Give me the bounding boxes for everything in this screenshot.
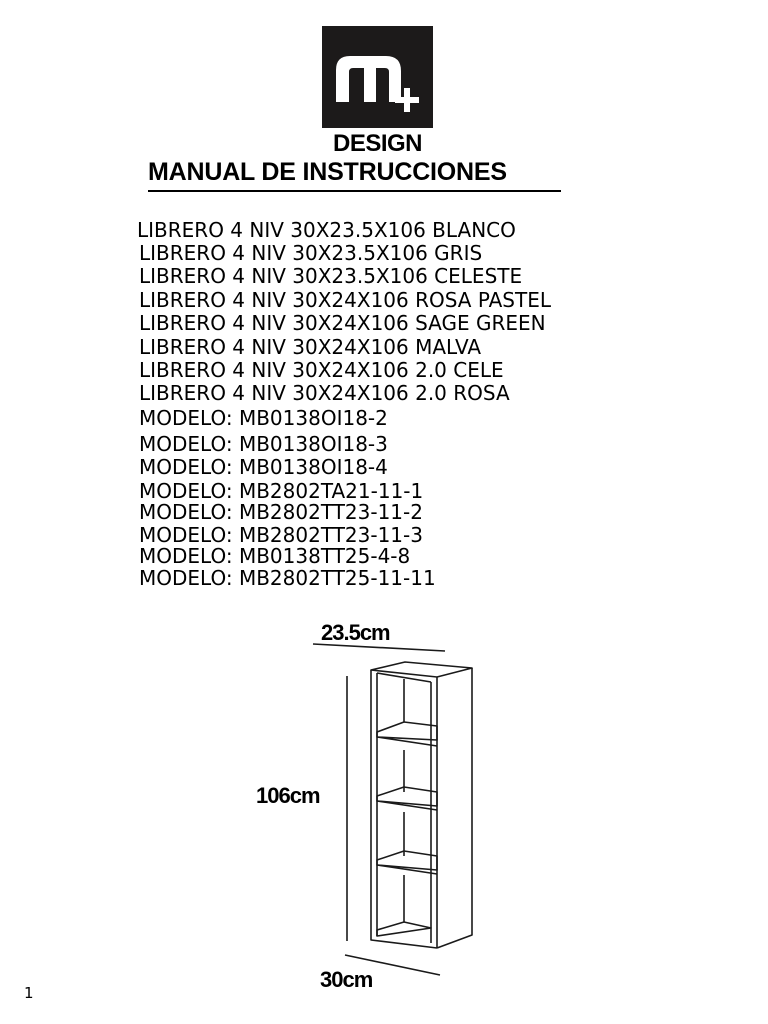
product-line: LIBRERO 4 NIV 30X24X106 MALVA [139,335,482,359]
model-line: MODELO: MB2802TT25-11-11 [139,566,436,590]
model-line: MODELO: MB2802TA21-11-1 [139,479,424,503]
page-title: MANUAL DE INSTRUCCIONES [148,158,507,186]
model-line: MODELO: MB0138OI18-3 [139,432,388,456]
brand-name: DESIGN [332,130,422,157]
page-number: 1 [24,984,34,1002]
model-line: MODELO: MB0138TT25-4-8 [139,544,411,568]
bottom-shelf [377,922,431,936]
product-line: LIBRERO 4 NIV 30X24X106 ROSA PASTEL [139,288,552,312]
shelf-1 [377,722,437,740]
product-line: LIBRERO 4 NIV 30X23.5X106 CELESTE [139,264,523,288]
model-line: MODELO: MB0138OI18-2 [139,406,388,430]
product-line: LIBRERO 4 NIV 30X24X106 2.0 ROSA [139,381,510,405]
width-label: 30cm [320,967,373,992]
depth-label: 23.5cm [321,620,390,645]
product-line: LIBRERO 4 NIV 30X23.5X106 BLANCO [137,218,516,242]
right-side-panel [437,668,472,948]
product-line: LIBRERO 4 NIV 30X24X106 2.0 CELE [139,358,504,382]
model-line: MODELO: MB2802TT23-11-3 [139,523,423,547]
product-line: LIBRERO 4 NIV 30X23.5X106 GRIS [139,241,483,265]
model-line: MODELO: MB0138OI18-4 [139,455,388,479]
height-label: 106cm [256,783,320,808]
product-line: LIBRERO 4 NIV 30X24X106 SAGE GREEN [139,311,546,335]
model-line: MODELO: MB2802TT23-11-2 [139,500,423,524]
